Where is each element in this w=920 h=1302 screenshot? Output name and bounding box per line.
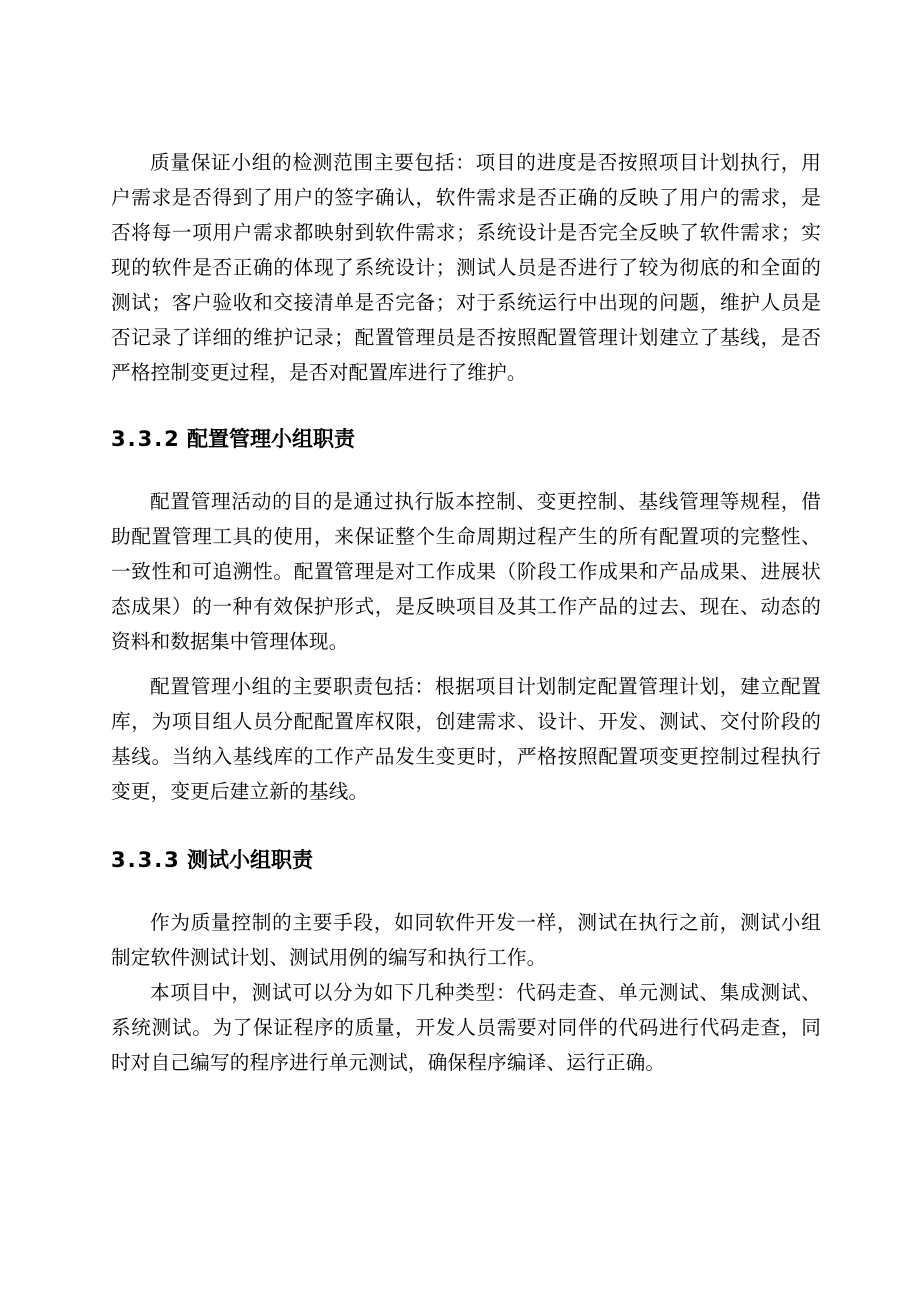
section-number: 3.3.2 — [111, 427, 181, 451]
paragraph-config-management-duties: 配置管理小组的主要职责包括：根据项目计划制定配置管理计划，建立配置库，为项目组人员分配配置库权限，创建需求、设计、开发、测试、交付阶段的基线。当纳入基线库的工作产品发生变更时，严格按照配置项变更控制过程执行变更，变更后建立新的基线。 — [111, 675, 821, 803]
paragraph-testing-means: 作为质量控制的主要手段，如同软件开发一样，测试在执行之前，测试小组制定软件测试计划、测试用例的编写和执行工作。 — [111, 911, 821, 969]
paragraph-testing-types: 本项目中，测试可以分为如下几种类型：代码走查、单元测试、集成测试、系统测试。为了保证程序的质量，开发人员需要对同伴的代码进行代码走查，同时对自己编写的程序进行单元测试，确保程序编译、运行正确。 — [111, 981, 821, 1074]
section-number: 3.3.3 — [111, 848, 181, 872]
paragraph-config-management-purpose: 配置管理活动的目的是通过执行版本控制、变更控制、基线管理等规程，借助配置管理工具的使用，来保证整个生命周期过程产生的所有配置项的完整性、一致性和可追溯性。配置管理是对工作成果（阶段工作成果和产品成果、进展状态成果）的一种有效保护形式，是反映项目及其工作产品的过去、现在、动态的资料和数据集中管理体现。 — [111, 490, 821, 653]
section-title: 测试小组职责 — [187, 848, 313, 872]
paragraph-quality-assurance-scope: 质量保证小组的检测范围主要包括：项目的进度是否按照项目计划执行，用户需求是否得到了用户的签字确认，软件需求是否正确的反映了用户的需求，是否将每一项用户需求都映射到软件需求；系统设计是否完全反映了软件需求；实现的软件是否正确的体现了系统设计；测试人员是否进行了较为彻底的和全面的测试；客户验收和交接清单是否完备；对于系统运行中出现的问题，维护人员是否记录了详细的维护记录；配置管理员是否按照配置管理计划建立了基线，是否严格控制变更过程，是否对配置库进行了维护。 — [111, 151, 821, 384]
section-title: 配置管理小组职责 — [187, 427, 355, 451]
section-heading-3-3-3 — [111, 845, 313, 875]
section-heading-3-3-2 — [111, 424, 355, 454]
